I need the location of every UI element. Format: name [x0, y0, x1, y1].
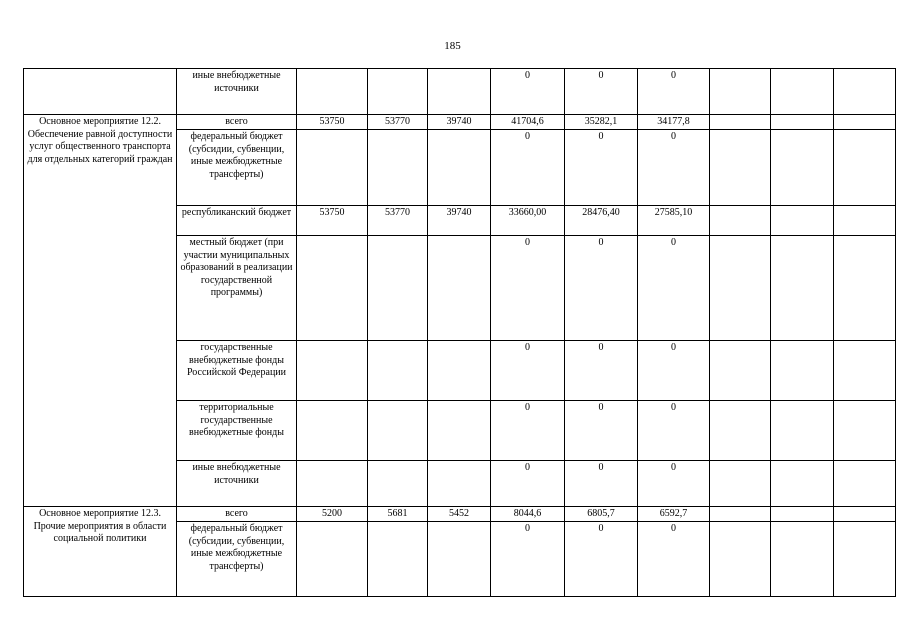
- value-cell: 0: [638, 522, 710, 597]
- value-cell: [834, 522, 896, 597]
- value-cell: 0: [491, 130, 565, 206]
- value-cell: 0: [565, 236, 638, 341]
- value-cell: [428, 69, 491, 115]
- value-cell: [710, 206, 771, 236]
- value-cell: [834, 69, 896, 115]
- value-cell: [428, 130, 491, 206]
- value-cell: 0: [638, 130, 710, 206]
- funding-source-cell: территориальные государственные внебюджетные фонды: [177, 401, 297, 461]
- value-cell: 28476,40: [565, 206, 638, 236]
- table-row: [24, 69, 896, 115]
- table-row: [24, 507, 896, 522]
- funding-source-cell: государственные внебюджетные фонды Российской Федерации: [177, 341, 297, 401]
- value-cell: 35282,1: [565, 115, 638, 130]
- funding-source-cell: всего: [177, 507, 297, 522]
- funding-source-cell: местный бюджет (при участии муниципальных образований в реализации государственной программы): [177, 236, 297, 341]
- value-cell: [771, 130, 834, 206]
- value-cell: 53750: [297, 206, 368, 236]
- value-cell: [834, 401, 896, 461]
- value-cell: 0: [491, 401, 565, 461]
- value-cell: 0: [638, 401, 710, 461]
- value-cell: 6592,7: [638, 507, 710, 522]
- value-cell: [771, 522, 834, 597]
- value-cell: [297, 236, 368, 341]
- value-cell: [428, 461, 491, 507]
- value-cell: [771, 341, 834, 401]
- value-cell: 5452: [428, 507, 491, 522]
- value-cell: 33660,00: [491, 206, 565, 236]
- value-cell: 0: [638, 236, 710, 341]
- value-cell: [834, 461, 896, 507]
- value-cell: 0: [491, 236, 565, 341]
- value-cell: 0: [565, 401, 638, 461]
- event-cell: [24, 69, 177, 115]
- value-cell: [834, 206, 896, 236]
- value-cell: [297, 130, 368, 206]
- value-cell: [710, 130, 771, 206]
- value-cell: [297, 69, 368, 115]
- value-cell: [710, 522, 771, 597]
- value-cell: 53770: [368, 115, 428, 130]
- value-cell: [428, 401, 491, 461]
- value-cell: [771, 206, 834, 236]
- value-cell: [771, 401, 834, 461]
- value-cell: 39740: [428, 115, 491, 130]
- value-cell: [710, 507, 771, 522]
- value-cell: 0: [565, 130, 638, 206]
- value-cell: [771, 69, 834, 115]
- value-cell: 5200: [297, 507, 368, 522]
- value-cell: 39740: [428, 206, 491, 236]
- value-cell: [771, 115, 834, 130]
- value-cell: [297, 401, 368, 461]
- value-cell: 0: [491, 69, 565, 115]
- value-cell: 34177,8: [638, 115, 710, 130]
- value-cell: [834, 236, 896, 341]
- value-cell: 6805,7: [565, 507, 638, 522]
- value-cell: [428, 236, 491, 341]
- value-cell: [297, 522, 368, 597]
- value-cell: 0: [565, 341, 638, 401]
- value-cell: 0: [491, 522, 565, 597]
- value-cell: [834, 341, 896, 401]
- value-cell: [834, 130, 896, 206]
- value-cell: [368, 236, 428, 341]
- value-cell: [297, 461, 368, 507]
- funding-source-cell: иные внебюджетные источники: [177, 69, 297, 115]
- value-cell: [368, 461, 428, 507]
- value-cell: [368, 69, 428, 115]
- event-cell: Основное мероприятие 12.3. Прочие мероприятия в области социальной политики: [24, 507, 177, 597]
- value-cell: [710, 236, 771, 341]
- value-cell: 41704,6: [491, 115, 565, 130]
- funding-source-cell: республиканский бюджет: [177, 206, 297, 236]
- value-cell: 5681: [368, 507, 428, 522]
- value-cell: [771, 507, 834, 522]
- value-cell: 53770: [368, 206, 428, 236]
- value-cell: [368, 401, 428, 461]
- value-cell: 27585,10: [638, 206, 710, 236]
- value-cell: [368, 130, 428, 206]
- table-row: [24, 115, 896, 130]
- value-cell: [771, 236, 834, 341]
- value-cell: [368, 341, 428, 401]
- value-cell: [710, 69, 771, 115]
- page-number: 185: [444, 40, 461, 52]
- value-cell: [297, 341, 368, 401]
- value-cell: 0: [565, 461, 638, 507]
- value-cell: [428, 341, 491, 401]
- value-cell: 8044,6: [491, 507, 565, 522]
- value-cell: 53750: [297, 115, 368, 130]
- value-cell: [834, 507, 896, 522]
- funding-source-cell: федеральный бюджет (субсидии, субвенции, иные межбюджетные трансферты): [177, 522, 297, 597]
- value-cell: [368, 522, 428, 597]
- budget-table: [23, 68, 896, 597]
- value-cell: 0: [491, 461, 565, 507]
- value-cell: [834, 115, 896, 130]
- value-cell: 0: [638, 69, 710, 115]
- value-cell: 0: [638, 461, 710, 507]
- value-cell: [710, 341, 771, 401]
- value-cell: [710, 401, 771, 461]
- event-cell: Основное мероприятие 12.2. Обеспечение равной доступности услуг общественного транспорта для отдельных категорий граждан: [24, 115, 177, 507]
- value-cell: [428, 522, 491, 597]
- funding-source-cell: иные внебюджетные источники: [177, 461, 297, 507]
- value-cell: [771, 461, 834, 507]
- funding-source-cell: всего: [177, 115, 297, 130]
- value-cell: 0: [491, 341, 565, 401]
- funding-source-cell: федеральный бюджет (субсидии, субвенции, иные межбюджетные трансферты): [177, 130, 297, 206]
- value-cell: 0: [565, 69, 638, 115]
- value-cell: [710, 115, 771, 130]
- value-cell: [710, 461, 771, 507]
- value-cell: 0: [638, 341, 710, 401]
- value-cell: 0: [565, 522, 638, 597]
